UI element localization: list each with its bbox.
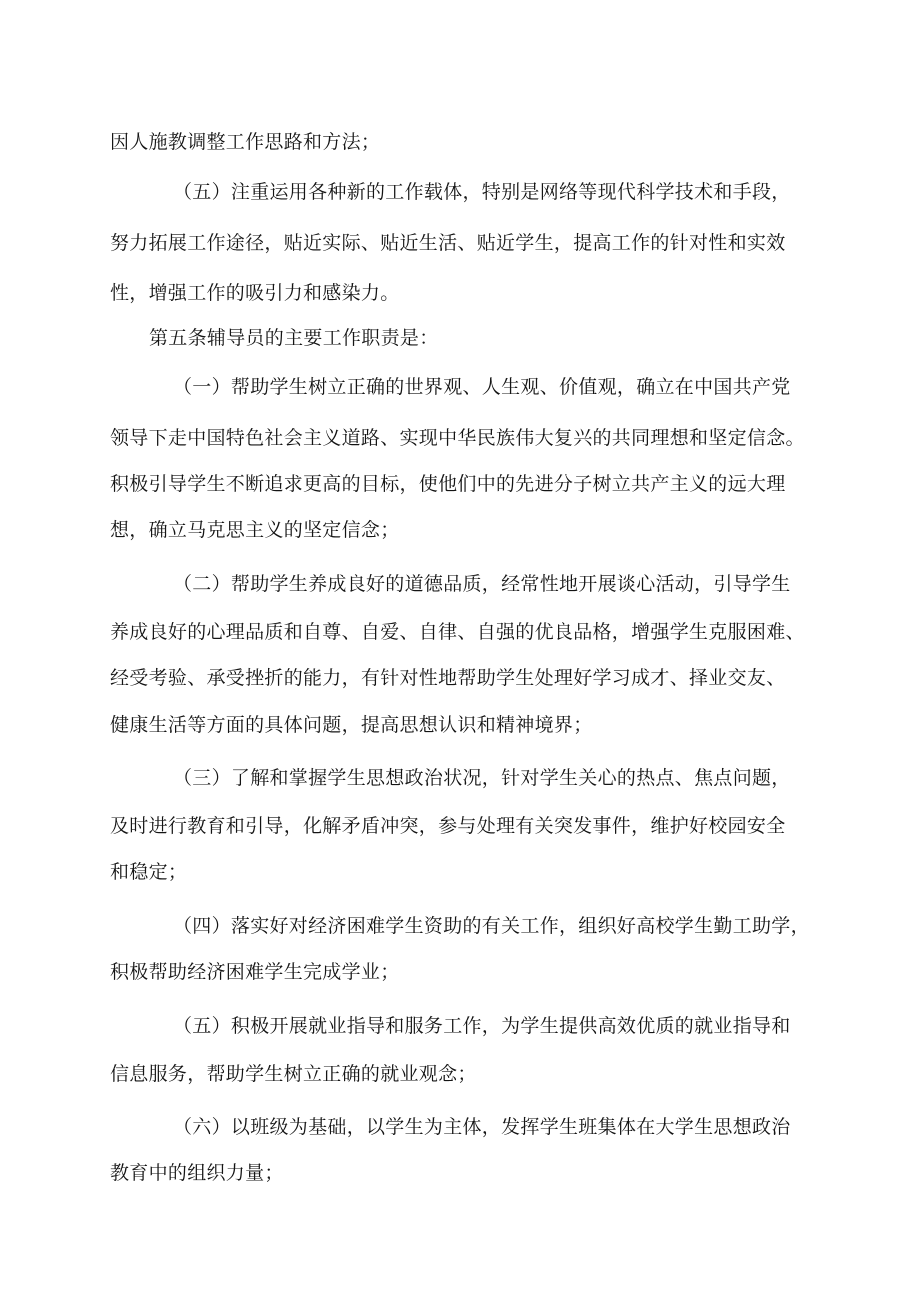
text-line: 领导下走中国特色社会主义道路、实现中华民族伟大复兴的共同理想和坚定信念。 bbox=[110, 427, 805, 449]
text-line: 教育中的组织力量； bbox=[110, 1162, 284, 1184]
text-line: 因人施教调整工作思路和方法； bbox=[110, 131, 381, 153]
text-line: 养成良好的心理品质和自尊、自爱、自律、自强的优良品格，增强学生克服困难、 bbox=[110, 621, 805, 643]
text-line: 信息服务，帮助学生树立正确的就业观念； bbox=[110, 1063, 477, 1085]
text-line: 努力拓展工作途径，贴近实际、贴近生活、贴近学生，提高工作的针对性和实效 bbox=[110, 232, 786, 254]
text-line: （五）积极开展就业指导和服务工作，为学生提供高效优质的就业指导和 bbox=[173, 1015, 791, 1037]
text-line: （六）以班级为基础，以学生为主体，发挥学生班集体在大学生思想政治 bbox=[173, 1116, 791, 1138]
text-line: 健康生活等方面的具体问题，提高思想认识和精神境界； bbox=[110, 714, 593, 736]
article-heading: 第五条辅导员的主要工作职责是： bbox=[149, 327, 439, 349]
text-line: 积极引导学生不断追求更高的目标，使他们中的先进分子树立共产主义的远大理 bbox=[110, 473, 786, 495]
text-line: 及时进行教育和引导，化解矛盾冲突，参与处理有关突发事件，维护好校园安全 bbox=[110, 815, 786, 837]
text-line: （四）落实好对经济困难学生资助的有关工作，组织好高校学生勤工助学， bbox=[173, 915, 810, 937]
text-line: （三）了解和掌握学生思想政治状况，针对学生关心的热点、焦点问题， bbox=[173, 767, 791, 789]
text-line: 性，增强工作的吸引力和感染力。 bbox=[110, 282, 400, 304]
text-line: 想，确立马克思主义的坚定信念； bbox=[110, 519, 400, 541]
text-line: 和稳定； bbox=[110, 861, 188, 883]
text-line: （一）帮助学生树立正确的世界观、人生观、价值观，确立在中国共产党 bbox=[173, 376, 791, 398]
text-line: （五）注重运用各种新的工作载体，特别是网络等现代科学技术和手段， bbox=[173, 181, 791, 203]
text-line: （二）帮助学生养成良好的道德品质，经常性地开展谈心活动，引导学生 bbox=[173, 573, 791, 595]
text-line: 经受考验、承受挫折的能力，有针对性地帮助学生处理好学习成才、择业交友、 bbox=[110, 667, 786, 689]
text-line: 积极帮助经济困难学生完成学业； bbox=[110, 961, 400, 983]
